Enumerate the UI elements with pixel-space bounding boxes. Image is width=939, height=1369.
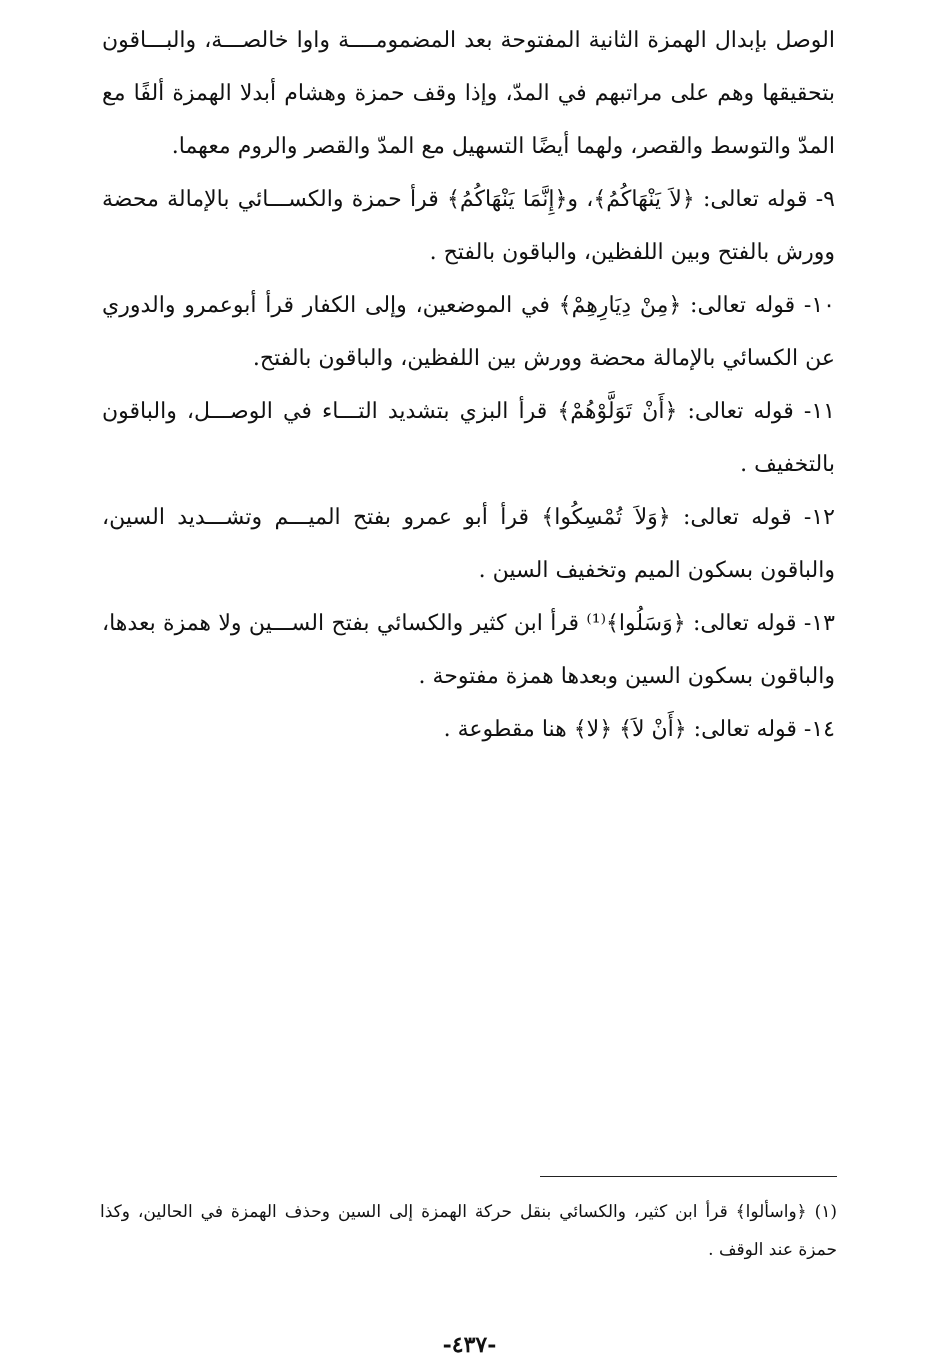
body-text [102, 14, 835, 756]
footnotes [100, 1193, 837, 1269]
page-number: -٤٣٧- [442, 1332, 497, 1358]
paragraph-item-13: ١٣- قوله تعالى: ﴿وَسَلُوا﴾⁽¹⁾ قرأ ابن كثير والكسائي بفتح الســـين ولا همزة بعدها، والباقون بسكون السين وبعدها همزة مفتوحة . [102, 611, 835, 689]
paragraph-item-11: ١١- قوله تعالى: ﴿أَنْ تَوَلَّوْهُمْ﴾ قرأ البزي بتشديد التـــاء في الوصـــل، والباقون بالتخفيف . [102, 399, 835, 477]
footnote-1: (١) ﴿واسألوا﴾ قرأ ابن كثير، والكسائي بنقل حركة الهمزة إلى السين وحذف الهمزة في الحالين، وكذا حمزة عند الوقف . [100, 1202, 837, 1260]
paragraph-item-14: ١٤- قوله تعالى: ﴿أَنْ لاَ﴾ ﴿لا﴾ هنا مقطوعة . [443, 717, 835, 742]
paragraph-item-12: ١٢- قوله تعالى: ﴿وَلاَ تُمْسِكُوا﴾ قرأ أبو عمرو بفتح الميـــم وتشـــديد السين، والباقون بسكون الميم وتخفيف السين . [102, 505, 835, 583]
paragraph-item-10: ١٠- قوله تعالى: ﴿مِنْ دِيَارِهِمْ﴾ في الموضعين، وإلى الكفار قرأ أبوعمرو والدوري عن الكسائي بالإمالة محضة وورش بين اللفظين، والباقون بالفتح. [102, 293, 835, 371]
paragraph-continuation: الوصل بإبدال الهمزة الثانية المفتوحة بعد المضمومــــة واوا خالصـــة، والبـــاقون بتحقيقها وهم على مراتبهم في المدّ، وإذا وقف حمزة وهشام أبدلا الهمزة ألفًا مع المدّ والتوسط والقصر، ولهما أيضًا التسهيل مع المدّ والقصر والروم معهما. [102, 28, 835, 159]
paragraph-item-9: ٩- قوله تعالى: ﴿لاَ يَنْهَاكُمُ﴾، و﴿إِنَّمَا يَنْهَاكُمُ﴾ قرأ حمزة والكســـائي بالإمالة محضة وورش بالفتح وبين اللفظين، والباقون بالفتح . [102, 187, 835, 265]
footnote-divider [540, 1176, 837, 1177]
